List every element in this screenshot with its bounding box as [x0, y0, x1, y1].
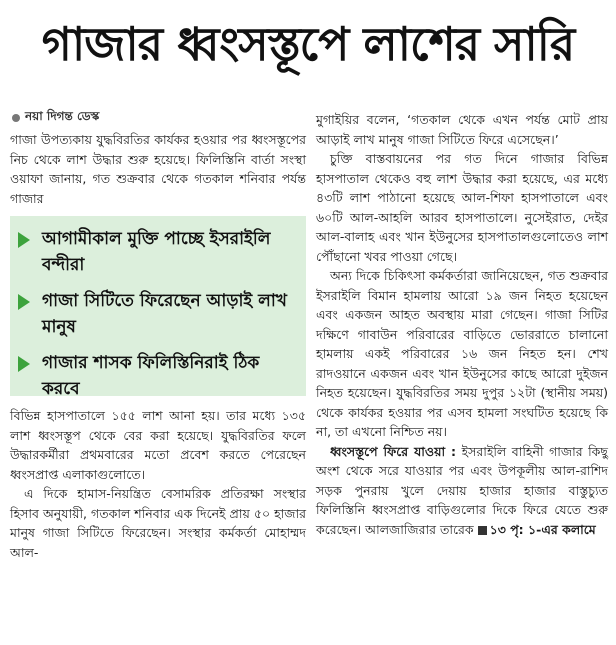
arrow-right-icon [18, 356, 30, 372]
byline-text: নয়া দিগন্ত ডেস্ক [25, 109, 100, 123]
article-paragraph: চুক্তি বাস্তবায়নের পর গত দিনে গাজার বিভিন্ন হাসপাতাল থেকেও বহু লাশ উদ্ধার করা হয়েছে, এর মধ্যে ৪৩টি লাশ পাঠানো হয়েছে আল-শিফা হাসপাতালে এবং ৬০টি আল-আহলি আরব হাসপাতালে। নুসেইরাত, দেইর আল-বালাহ এবং খান ইউনুসের হাসপাতালগুলোতেও লাশ পৌঁছানো খবর পাওয়া গেছে। [316, 151, 608, 264]
headline: গাজার ধ্বংসস্তূপে লাশের সারি [41, 17, 575, 71]
article-paragraph [316, 442, 608, 540]
highlights-box [10, 216, 306, 399]
arrow-right-icon [18, 294, 30, 310]
continuation-link[interactable]: ১৩ পৃ: ১-এর কলামে [489, 521, 596, 537]
article-text: ইসরাইলি বাহিনী গাজার কিছু অংশ থেকে সরে যাওয়ার পর এবং উপকূলীয় আল-রাশিদ সড়ক পুনরায় খুলে দেয়ায় হাজার হাজার বাস্তুচ্যুত ফিলিস্তিনি ধ্বংসপ্রাপ্ত বাড়িগুলোর দিকে ফিরে যেতে শুরু করেছেন। আলজাজিরার তারেক [316, 443, 609, 537]
article-paragraph: অন্য দিকে চিকিৎসা কর্মকর্তারা জানিয়েছেন, গত শুক্রবার ইসরাইলি বিমান হামলায় আরো ১৯ জন নিহত হয়েছেন এবং একজন আহত অবস্থায় মারা গেছেন। গাজা সিটির দক্ষিণে গাবাউন পরিবারের বাড়িতে ভোররাতে চালানো হামলায় একই পরিবারের ১৬ জন নিহত হন। শেখ রাদওয়ানে একজন এবং খান ইউনুসের কাছে আরো দুইজন নিহত হয়েছেন। যুদ্ধবিরতির সময় দুপুর ১২টা (স্থানীয় সময়) থেকে কার্যকর হওয়ার পর এসব হামলা সংঘটিত হয়েছে কি না, তা এখনো নিশ্চিত নয়। [316, 268, 608, 439]
article-paragraph: মুগাইয়ির বলেন, ‘গতকাল থেকে এখন পর্যন্ত মোট প্রায় আড়াই লাখ মানুষ গাজা সিটিতে ফিরে এসেছেন।’ [316, 112, 608, 147]
highlight-text: আগামীকাল মুক্তি পাচ্ছে ইসরাইলি বন্দীরা [42, 229, 271, 275]
subheading: ধ্বংসস্তূপে ফিরে যাওয়া : [330, 443, 457, 459]
highlight-text: গাজার শাসক ফিলিস্তিনিরাই ঠিক করবে [42, 353, 260, 399]
bullet-dot-icon [12, 114, 20, 122]
highlight-item [18, 226, 296, 278]
left-column [10, 110, 306, 562]
highlight-text: গাজা সিটিতে ফিরেছেন আড়াই লাখ মানুষ [42, 291, 287, 337]
article-paragraph: গাজা উপত্যকায় যুদ্ধবিরতির কার্যকর হওয়ার পর ধ্বংসস্তূপের নিচ থেকে লাশ উদ্ধার শুরু হয়েছে। ফিলিস্তিনি বার্তা সংস্থা ওয়াফা জানায়, গত শুক্রবার থেকে গতকাল শনিবার পর্যন্ত গাজার [10, 132, 306, 206]
highlight-item [18, 350, 296, 402]
highlight-item [18, 288, 296, 340]
arrow-right-icon [18, 232, 30, 248]
right-column [316, 110, 608, 539]
article-paragraph: বিভিন্ন হাসপাতালে ১৫৫ লাশ আনা হয়। তার মধ্যে ১৩৫ লাশ ধ্বংসস্তূপ থেকে বের করা হয়েছে। যুদ্ধবিরতির ফলে উদ্ধারকর্মীরা প্রথমবারের মতো প্রবেশ করতে পেরেছেন ধ্বংসপ্রাপ্ত এলাকাগুলোতে। [10, 408, 306, 482]
byline [12, 110, 306, 126]
square-bullet-icon [478, 526, 487, 535]
article-paragraph: এ দিকে হামাস-নিয়ন্ত্রিত বেসামরিক প্রতিরক্ষা সংস্থার হিসাব অনুযায়ী, গতকাল শনিবার এক দিনেই প্রায় ৫০ হাজার মানুষ গাজা সিটিতে ফিরেছেন। সংস্থার কর্মকর্তা মোহাম্মদ আল- [10, 486, 306, 560]
